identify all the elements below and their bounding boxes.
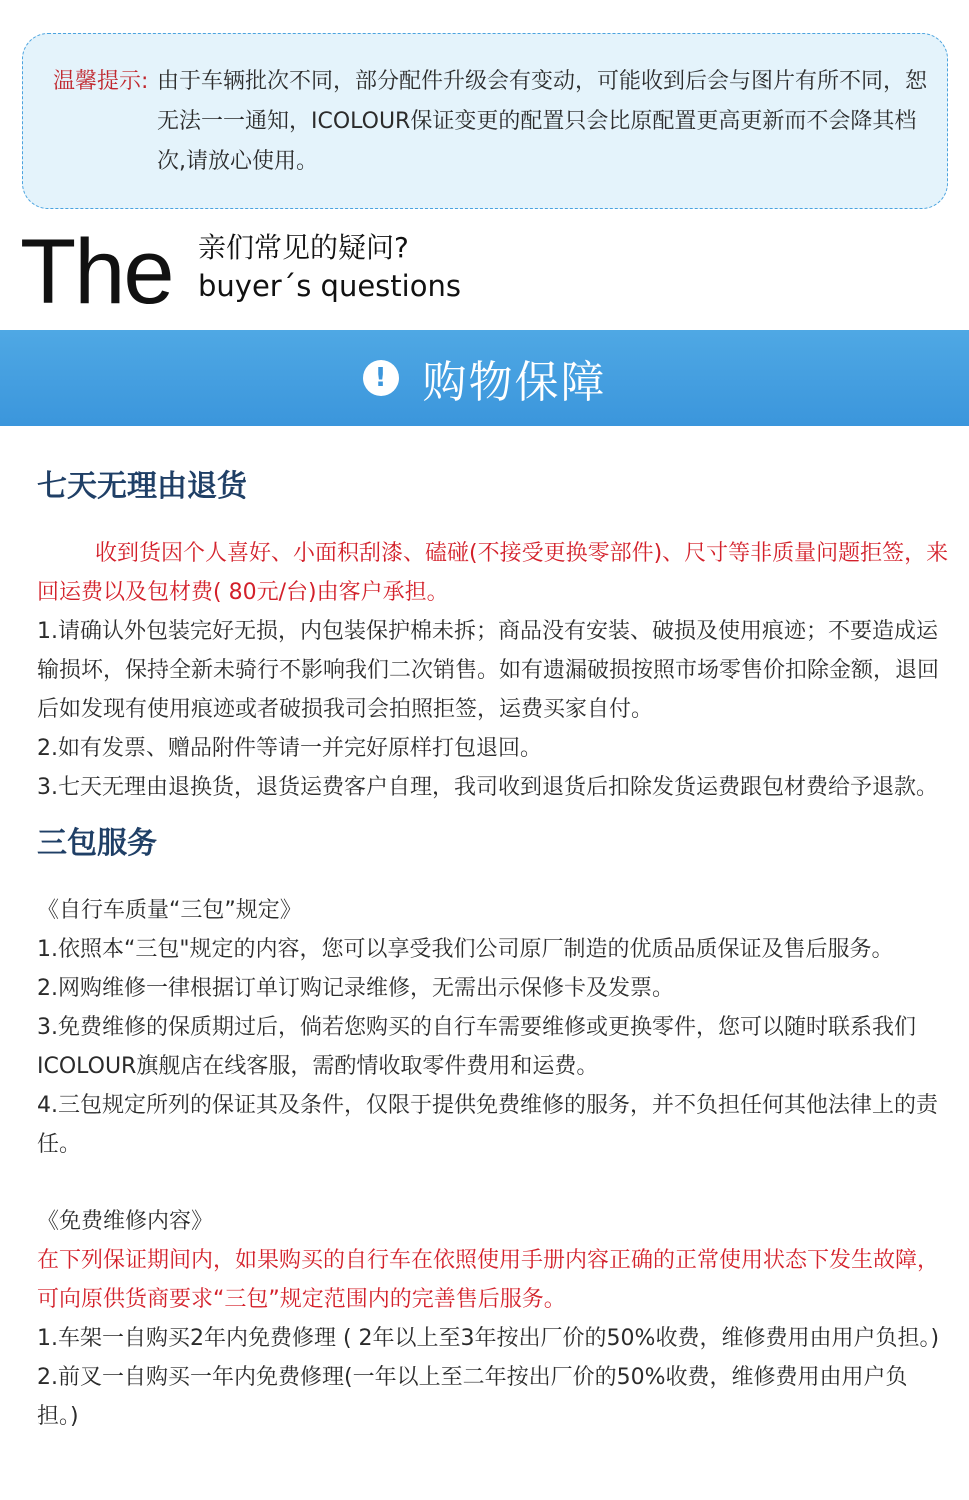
notice-label: 温馨提示: — [53, 69, 149, 94]
return-policy-intro: 收到货因个人喜好、小面积刮漆、磕碰(不接受更换零部件)、尺寸等非质量问题拒签，来回运费以及包材费( 80元/台)由客户承担。 — [37, 541, 949, 605]
rule-item: 3.免费维修的保质期过后，倘若您购买的自行车需要维修或更换零件，您可以随时联系我们ICOLOUR旗舰店在线客服，需酌情收取零件费用和运费。 — [37, 1015, 916, 1079]
shopping-guarantee-banner — [0, 330, 969, 426]
rule-item: 1.依照本“三包"规定的内容，您可以享受我们公司原厂制造的优质品质保证及售后服务。 — [37, 937, 894, 962]
content — [37, 462, 949, 1436]
repair-title: 《免费维修内容》 — [37, 1209, 214, 1234]
section-title-three-guarantees: 三包服务 — [37, 826, 157, 861]
faq-header-big-word: The — [20, 221, 173, 323]
rule-item: 4.三包规定所列的保证其及条件，仅限于提供免费维修的服务，并不负担任何其他法律上的责任。 — [37, 1093, 938, 1157]
repair-item: 1.车架一自购买2年内免费修理 ( 2年以上至3年按出厂价的50%收费，维修费用由用户负担。) — [37, 1326, 940, 1351]
section-title-seven-day-return: 七天无理由退货 — [37, 469, 247, 504]
return-item: 2.如有发票、赠品附件等请一并完好原样打包退回。 — [37, 736, 542, 761]
faq-header-en: buyer´s questions — [198, 269, 461, 303]
rules-title: 《自行车质量“三包”规定》 — [37, 898, 302, 923]
return-item: 1.请确认外包装完好无损，内包装保护棉未拆；商品没有安装、破损及使用痕迹；不要造成运输损坏，保持全新未骑行不影响我们二次销售。如有遗漏破损按照市场零售价扣除金额，退回后如发现有使用痕迹或者破损我司会拍照拒签，运费买家自付。 — [37, 619, 940, 722]
notice-text: 由于车辆批次不同，部分配件升级会有变动，可能收到后会与图片有所不同，恕无法一一通知，ICOLOUR保证变更的配置只会比原配置更高更新而不会降其档次,请放心使用。 — [157, 69, 928, 174]
faq-header — [20, 222, 720, 322]
banner-title: 购物保障 — [422, 357, 607, 408]
return-item: 3.七天无理由退换货，退货运费客户自理，我司收到退货后扣除发货运费跟包材费给予退款。 — [37, 775, 938, 800]
alert-circle-icon: ! — [363, 360, 399, 396]
repair-intro: 在下列保证期间内，如果购买的自行车在依照使用手册内容正确的正常使用状态下发生故障，可向原供货商要求“三包”规定范围内的完善售后服务。 — [37, 1248, 940, 1312]
repair-item: 2.前叉一自购买一年内免费修理(一年以上至二年按出厂价的50%收费，维修费用由用户负担。) — [37, 1365, 908, 1429]
faq-header-cn: 亲们常见的疑问? — [198, 231, 409, 264]
rule-item: 2.网购维修一律根据订单订购记录维修，无需出示保修卡及发票。 — [37, 976, 674, 1001]
notice-box — [22, 33, 948, 209]
